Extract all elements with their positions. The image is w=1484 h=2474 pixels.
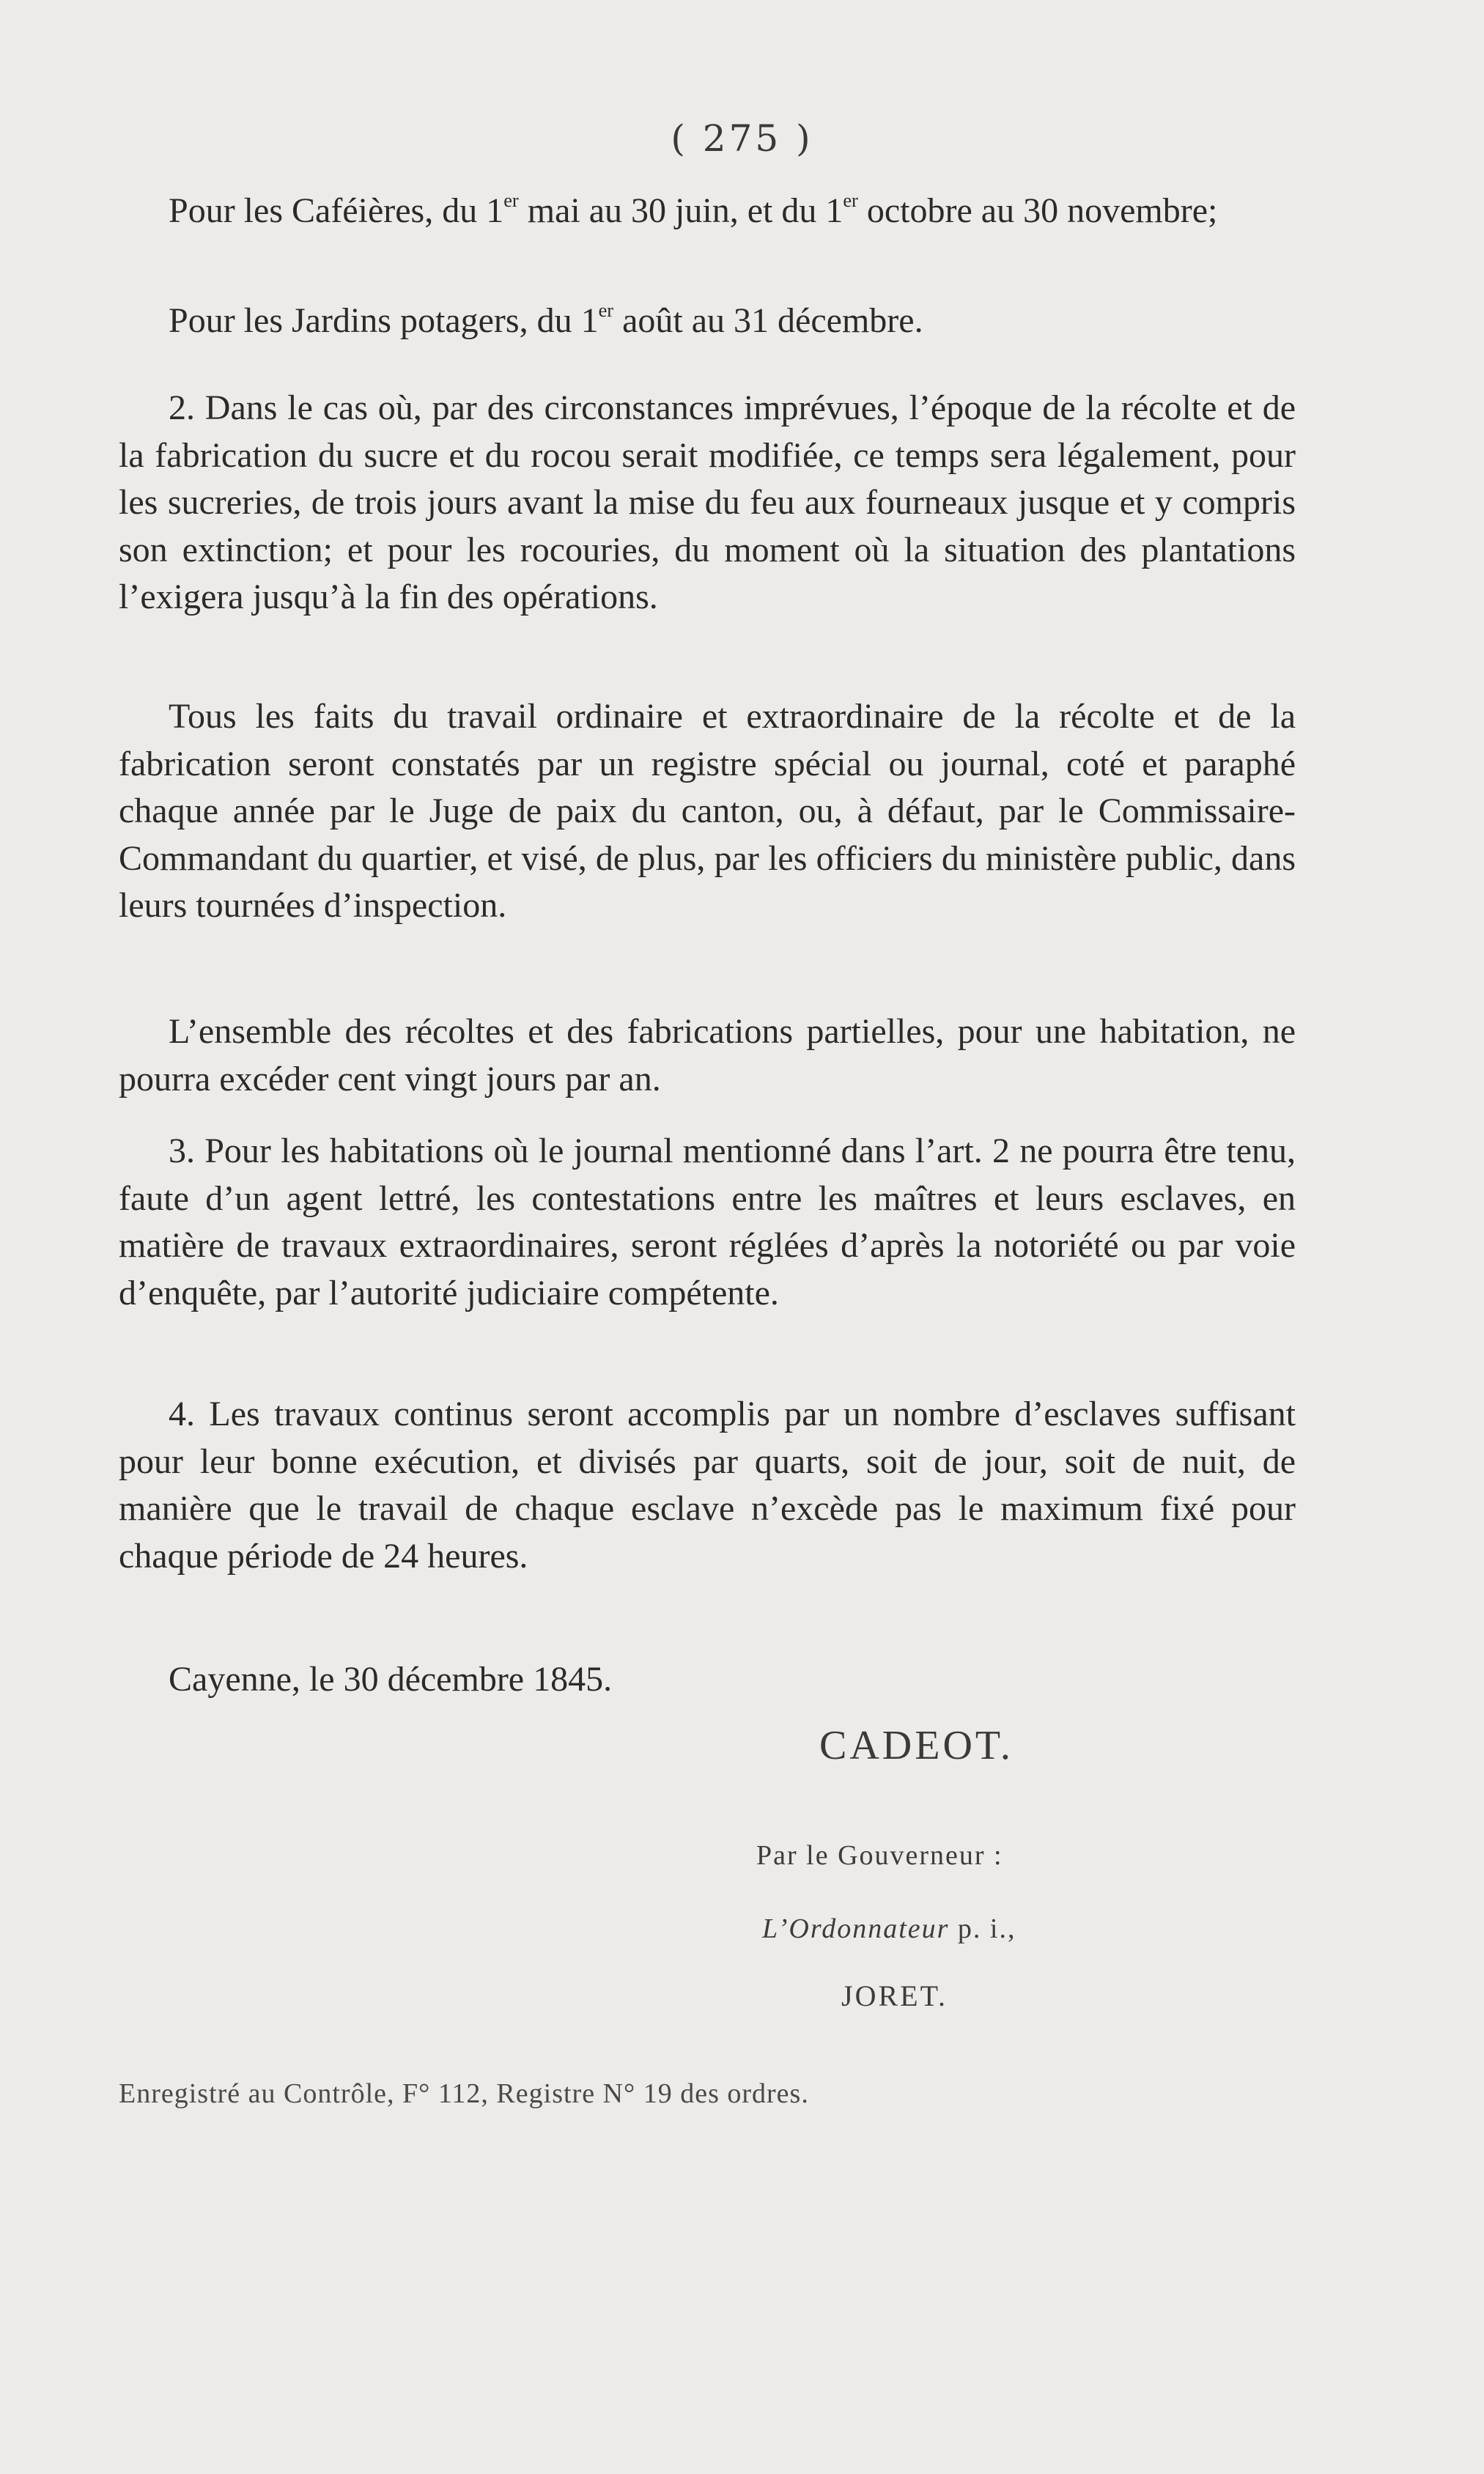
article-2-text: 2. Dans le cas où, par des circonstances imprévues, l’époque de la récolte et de la fabrication du sucre et du rocou serait modifiée, ce temps sera légalement, pour les sucreries, de trois jours avant la mise du feu aux fourneaux jusque et y compris son extinction; et pour les rocouries, du moment où la situation des plantations l’exigera jusqu’à la fin des opérations.	[119, 388, 1296, 616]
p1-sup-1: er	[503, 188, 519, 211]
paragraph-cafeieres	[119, 188, 1296, 235]
p1-text-c: octobre au 30 novembre;	[857, 191, 1218, 230]
p2-text-b: août au 31 décembre.	[613, 301, 923, 340]
signature-governor: CADEOT.	[819, 1723, 1014, 1768]
paragraph-ensemble-text: L’ensemble des récoltes et des fabrications partielles, pour une habitation, ne pourra excéder cent vingt jours par an.	[119, 1012, 1296, 1098]
article-2	[119, 385, 1296, 621]
p1-text-a: Pour les Caféières, du 1	[169, 191, 504, 230]
article-3-text: 3. Pour les habitations où le journal mentionné dans l’art. 2 ne pourra être tenu, faute d’un agent lettré, les contestations entre les maîtres et leurs esclaves, en matière de travaux extraordinaires, seront réglées d’après la notoriété ou par voie d’enquête, par l’autorité judiciaire compétente.	[119, 1131, 1296, 1312]
paragraph-registre-text: Tous les faits du travail ordinaire et extraordinaire de la récolte et de la fabrication seront constatés par un registre spécial ou journal, coté et paraphé chaque année par le Juge de paix du canton, ou, à défaut, par le Commissaire-Commandant du quartier, et visé, de plus, par les officiers du ministère public, dans leurs tournées d’inspection.	[119, 697, 1296, 925]
date-line-text: Cayenne, le 30 décembre 1845.	[169, 1660, 613, 1699]
by-governor-line: Par le Gouverneur :	[756, 1840, 1003, 1871]
ordonnateur-line	[762, 1913, 1016, 1945]
article-4-text: 4. Les travaux continus seront accomplis par un nombre d’esclaves suffisant pour leur bonne exécution, et divisés par quarts, soit de jour, soit de nuit, de manière que le travail de chaque esclave n’excède pas le maximum fixé pour chaque période de 24 heures.	[119, 1395, 1296, 1576]
ordonnateur-title: L’Ordonnateur	[762, 1913, 950, 1944]
paragraph-jardins	[119, 298, 1296, 345]
article-3	[119, 1128, 1296, 1317]
p1-sup-2: er	[843, 188, 858, 211]
p2-text-a: Pour les Jardins potagers, du 1	[169, 301, 599, 340]
registration-note: Enregistré au Contrôle, F° 112, Registre N° 19 des ordres.	[119, 2078, 809, 2109]
article-4	[119, 1391, 1296, 1580]
paragraph-registre	[119, 693, 1296, 930]
countersign-name: JORET.	[841, 1979, 948, 2012]
ordonnateur-suffix: p. i.,	[949, 1913, 1016, 1944]
page-number: ( 275 )	[671, 117, 813, 160]
date-line	[119, 1656, 1296, 1704]
p1-text-b: mai au 30 juin, et du 1	[518, 191, 843, 230]
paragraph-ensemble	[119, 1008, 1296, 1103]
p2-sup-1: er	[598, 298, 614, 321]
